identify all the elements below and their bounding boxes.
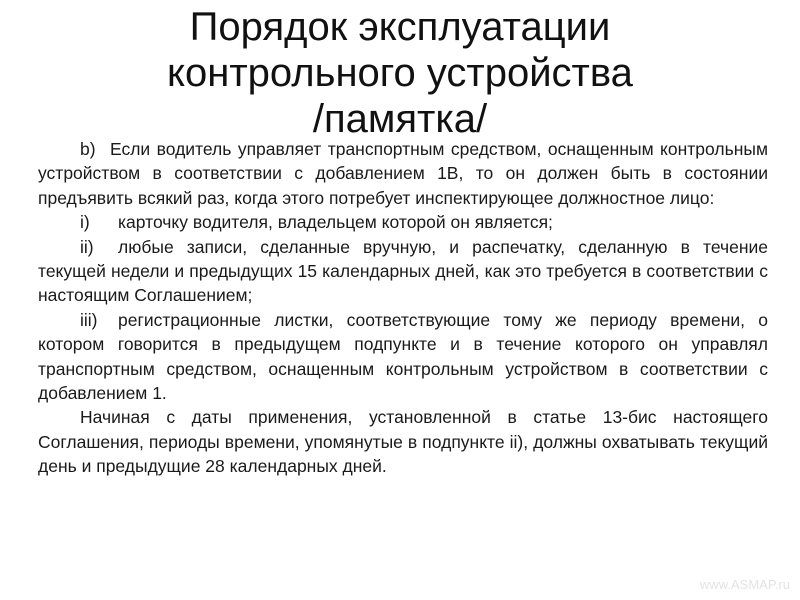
list-marker-i: i): [80, 212, 90, 233]
paragraph-i-text: карточку водителя, владельцем которой он является;: [118, 212, 553, 233]
paragraph-b: [38, 137, 768, 210]
paragraph-iii: [38, 308, 768, 406]
title-line-1: Порядок эксплуатации: [189, 5, 611, 49]
paragraph-ii-text: любые записи, сделанные вручную, и распечатку, сделанную в течение текущей недели и предыдущих 15 календарных дней, как это требуется в соответствии с настоящим Соглашением;: [38, 236, 768, 306]
paragraph-b-text: Если водитель управляет транспортным средством, оснащенным контрольным устройством в соответствии с добавлением 1В, то он должен быть в состоянии предъявить всякий раз, когда этого потребует инспектирующее должностное лицо:: [38, 139, 768, 208]
title-line-2: контрольного устройства: [167, 51, 633, 95]
paragraph-closing-text: Начиная с даты применения, установленной в статье 13-бис настоящего Соглашения, периоды времени, упомянутые в подпункте ii), должны охватывать текущий день и предыдущие 28 календарных дней.: [38, 407, 768, 477]
page-title: [0, 4, 800, 142]
watermark: www.ASMAP.ru: [699, 577, 790, 592]
list-marker-b: b): [80, 139, 96, 159]
title-line-3: /памятка/: [312, 97, 488, 141]
paragraph-ii: [38, 235, 768, 308]
paragraph-closing: [38, 405, 768, 478]
list-marker-iii: iii): [80, 309, 98, 330]
document-body: [38, 137, 768, 479]
list-marker-ii: ii): [80, 236, 94, 257]
paragraph-i: [38, 210, 768, 234]
paragraph-iii-text: регистрационные листки, соответствующие тому же периоду времени, о котором говорится в предыдущем подпункте и в течение которого он управлял транспортным средством, оснащенным контрольным устройством в соответствии с добавлением 1.: [38, 309, 768, 404]
